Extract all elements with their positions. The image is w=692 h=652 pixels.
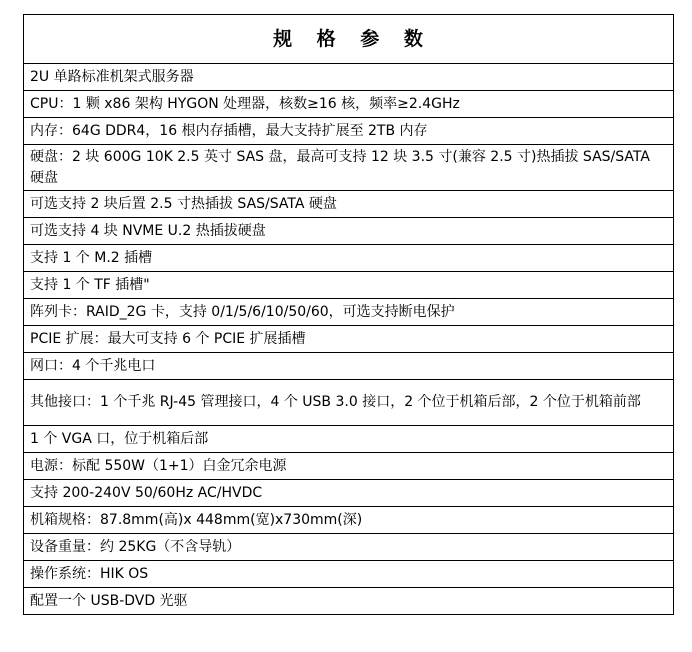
spec-row (24, 245, 674, 272)
spec-dvd: 配置一个 USB-DVD 光驱 (24, 588, 674, 615)
spec-weight: 设备重量：约 25KG（不含导轨） (24, 534, 674, 561)
spec-row (24, 507, 674, 534)
spec-row (24, 588, 674, 615)
spec-server-type: 2U 单路标准机架式服务器 (24, 64, 674, 91)
spec-row (24, 272, 674, 299)
spec-m2-slot: 支持 1 个 M.2 插槽 (24, 245, 674, 272)
spec-row (24, 480, 674, 507)
spec-row (24, 64, 674, 91)
spec-vga: 1 个 VGA 口，位于机箱后部 (24, 426, 674, 453)
spec-row (24, 380, 674, 426)
spec-power: 电源：标配 550W（1+1）白金冗余电源 (24, 453, 674, 480)
spec-os: 操作系统：HIK OS (24, 561, 674, 588)
spec-row (24, 534, 674, 561)
spec-tf-slot: 支持 1 个 TF 插槽" (24, 272, 674, 299)
spec-network: 网口：4 个千兆电口 (24, 353, 674, 380)
spec-memory: 内存：64G DDR4，16 根内存插槽，最大支持扩展至 2TB 内存 (24, 118, 674, 145)
spec-row (24, 91, 674, 118)
spec-row (24, 353, 674, 380)
spec-other-ports: 其他接口：1 个千兆 RJ-45 管理接口，4 个 USB 3.0 接口，2 个位于机箱后部，2 个位于机箱前部 (24, 380, 674, 426)
spec-rear-disk: 可选支持 2 块后置 2.5 寸热插拔 SAS/SATA 硬盘 (24, 191, 674, 218)
spec-pcie: PCIE 扩展：最大可支持 6 个 PCIE 扩展插槽 (24, 326, 674, 353)
spec-cpu: CPU：1 颗 x86 架构 HYGON 处理器，核数≥16 核，频率≥2.4GHz (24, 91, 674, 118)
spec-table (23, 14, 674, 615)
spec-hard-disk: 硬盘：2 块 600G 10K 2.5 英寸 SAS 盘，最高可支持 12 块 3.5 寸(兼容 2.5 寸)热插拔 SAS/SATA 硬盘 (24, 145, 674, 191)
spec-row (24, 145, 674, 191)
spec-row (24, 326, 674, 353)
spec-nvme: 可选支持 4 块 NVME U.2 热插拔硬盘 (24, 218, 674, 245)
spec-row (24, 561, 674, 588)
spec-title: 规 格 参 数 (24, 15, 674, 64)
spec-row (24, 191, 674, 218)
spec-chassis-size: 机箱规格：87.8mm(高)x 448mm(宽)x730mm(深) (24, 507, 674, 534)
spec-row (24, 218, 674, 245)
spec-row (24, 453, 674, 480)
spec-row (24, 426, 674, 453)
spec-row (24, 118, 674, 145)
spec-voltage: 支持 200-240V 50/60Hz AC/HVDC (24, 480, 674, 507)
spec-raid-card: 阵列卡：RAID_2G 卡，支持 0/1/5/6/10/50/60，可选支持断电保护 (24, 299, 674, 326)
spec-row (24, 299, 674, 326)
title-row (24, 15, 674, 64)
